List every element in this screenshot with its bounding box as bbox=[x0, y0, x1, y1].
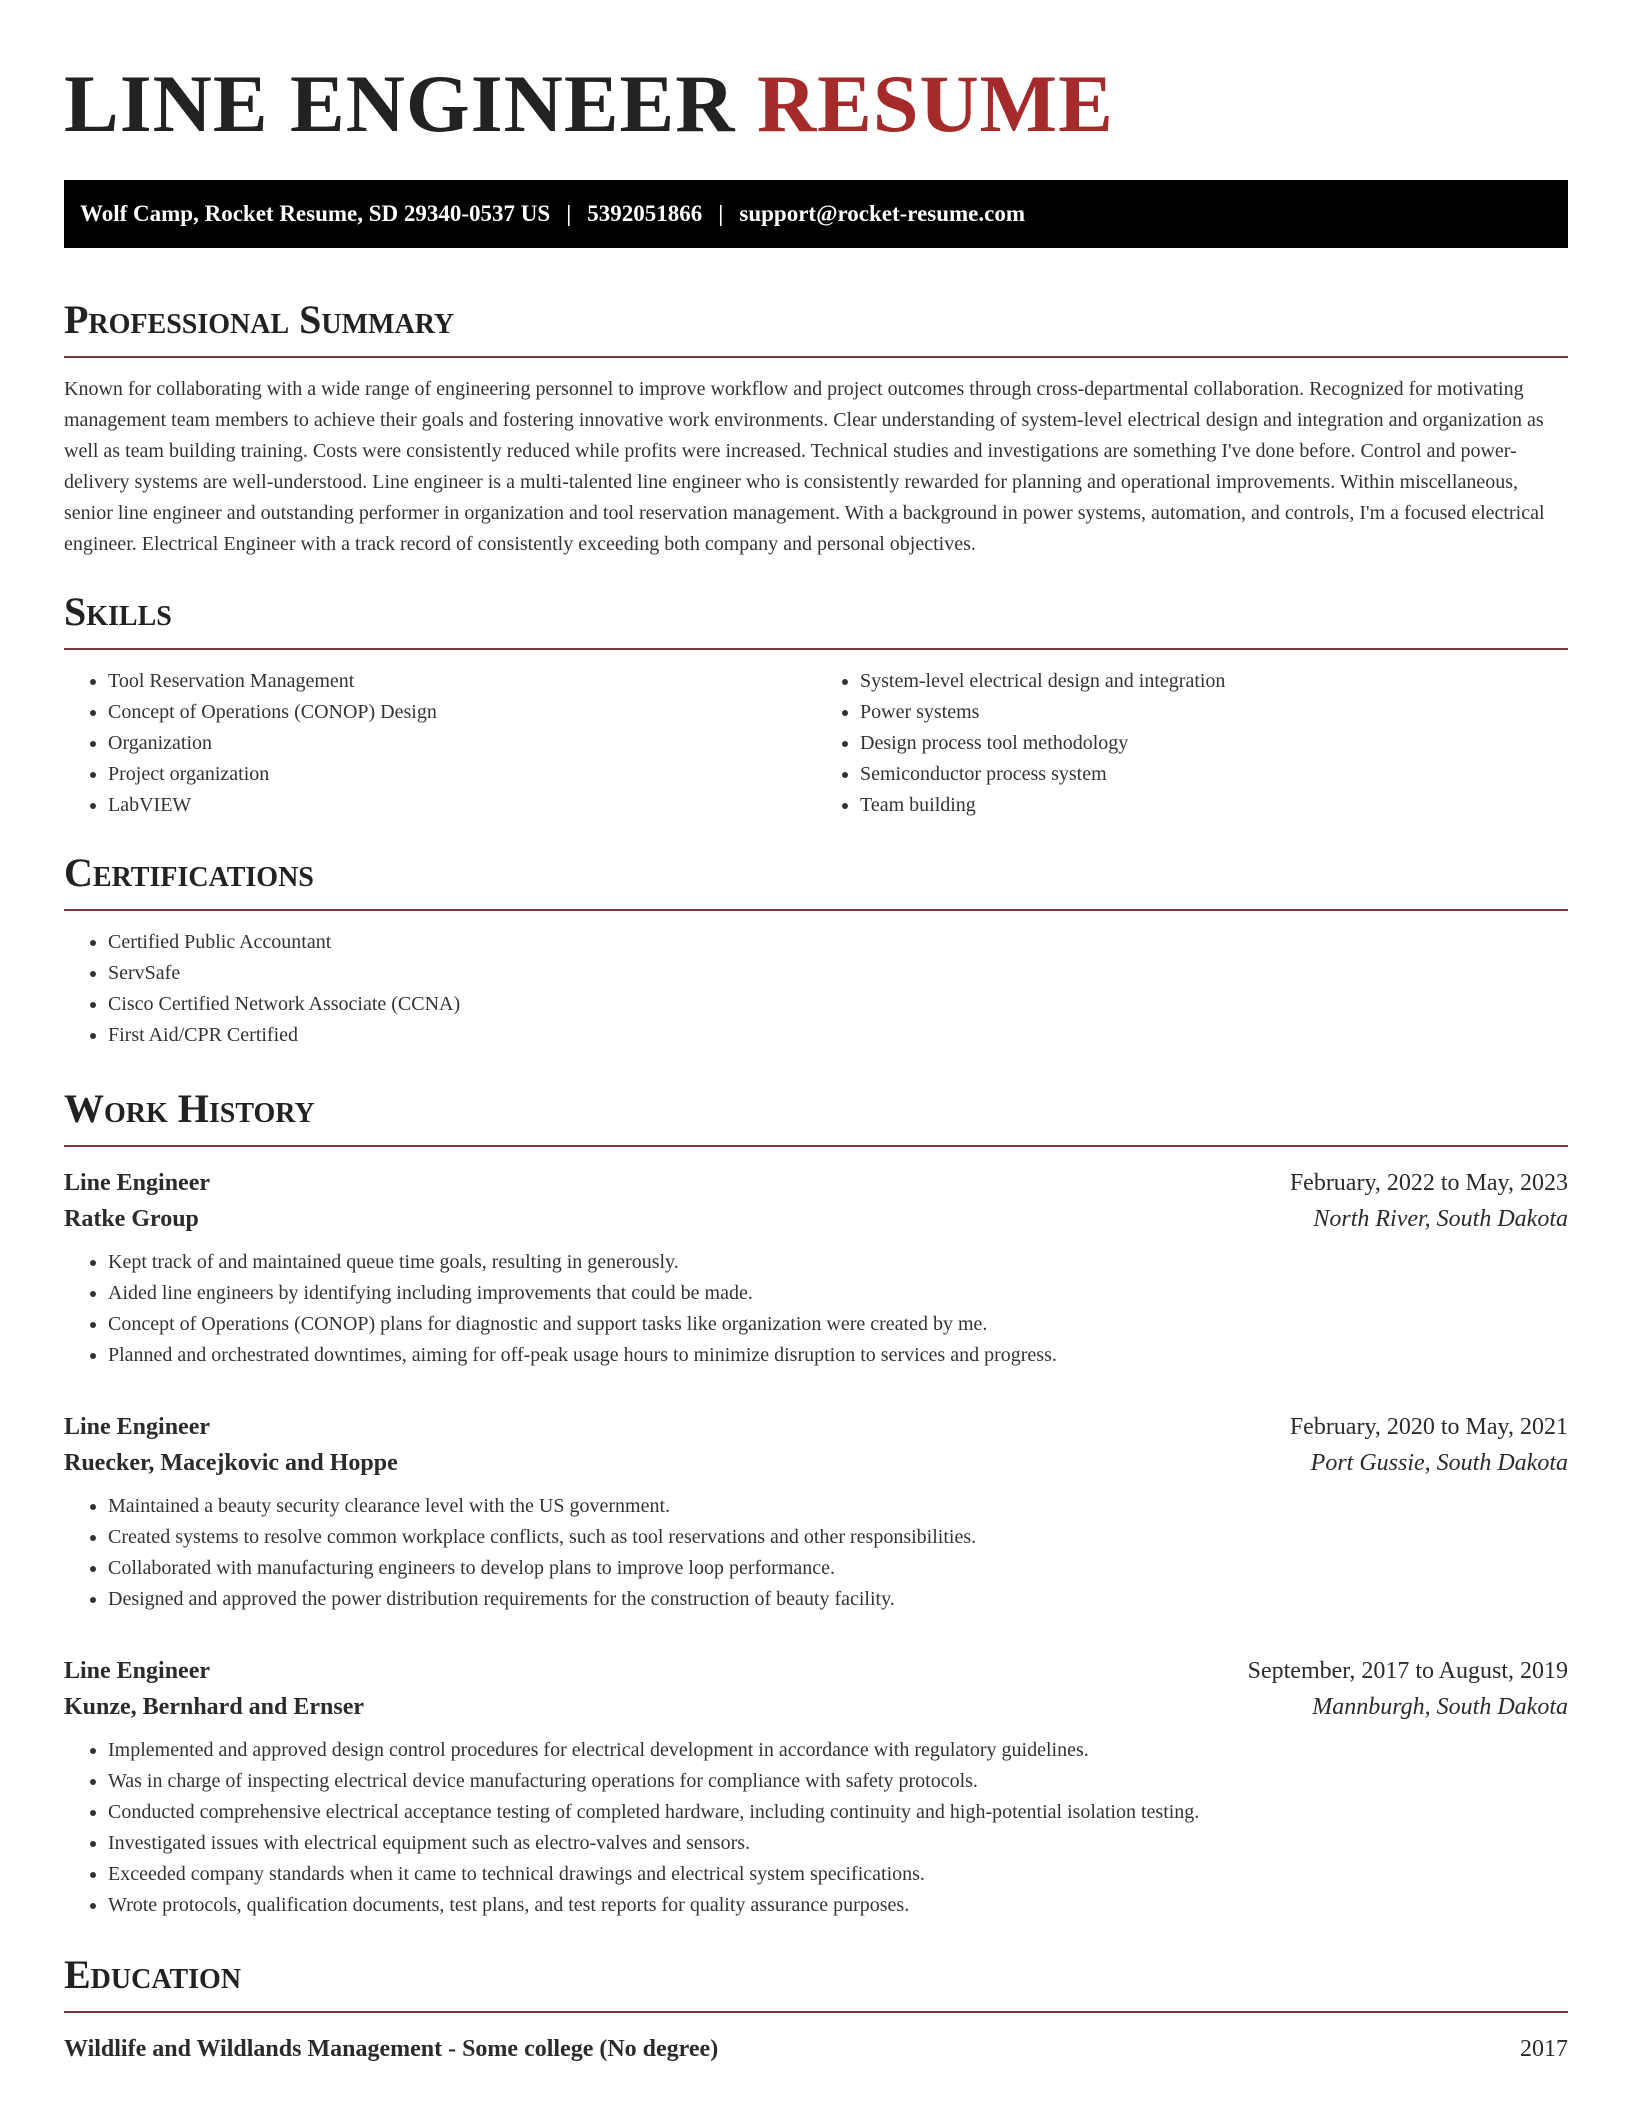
job-entry bbox=[64, 1165, 1568, 1371]
contact-phone: 5392051866 bbox=[587, 201, 703, 226]
work-history-heading: Work History bbox=[64, 1086, 315, 1131]
list-item: • Certified Public Accountant bbox=[108, 927, 1568, 958]
list-item: • Concept of Operations (CONOP) Design bbox=[108, 697, 816, 728]
list-item: • Design process tool methodology bbox=[860, 728, 1568, 759]
job-dates: September, 2017 to August, 2019 bbox=[1247, 1658, 1568, 1684]
education-heading: Education bbox=[64, 1952, 242, 1997]
list-item: • Organization bbox=[108, 728, 816, 759]
title-accent: RESUME bbox=[756, 58, 1114, 149]
certifications-list bbox=[64, 927, 1568, 1051]
list-item: • Aided line engineers by identifying including improvements that could be made. bbox=[108, 1278, 1568, 1309]
job-company: Ratke Group bbox=[64, 1206, 199, 1232]
job-company: Kunze, Bernhard and Ernser bbox=[64, 1694, 365, 1720]
job-duties bbox=[64, 1247, 1568, 1371]
list-item: • Maintained a beauty security clearance level with the US government. bbox=[108, 1491, 1568, 1522]
section-divider bbox=[64, 1145, 1568, 1147]
summary-text: Known for collaborating with a wide range of engineering personnel to improve workflow and project outcomes through cross-departmental collaboration. Recognized for motivating management team members to achieve their goals and fostering innovative work environments. Clear understanding of system-level electrical design and integration and organization as well as team building training. Costs were consistently reduced while profits were increased. Technical studies and investigations are something I've done before. Control and power-delivery systems are well-understood. Line engineer is a multi-talented line engineer who is consistently rewarded for planning and operational improvements. Within miscellaneous, senior line engineer and outstanding performer in organization and tool reservation management. With a background in power systems, automation, and controls, I'm a focused electrical engineer. Electrical Engineer with a track record of consistently exceeding both company and personal objectives. bbox=[64, 378, 1545, 555]
certifications-heading: Certifications bbox=[64, 850, 314, 895]
job-company: Ruecker, Macejkovic and Hoppe bbox=[64, 1450, 398, 1476]
job-dates: February, 2020 to May, 2021 bbox=[1289, 1414, 1568, 1440]
job-location: Port Gussie, South Dakota bbox=[1310, 1450, 1568, 1476]
list-item: • Cisco Certified Network Associate (CCNA) bbox=[108, 989, 1568, 1020]
list-item: • Kept track of and maintained queue time goals, resulting in generously. bbox=[108, 1247, 1568, 1278]
list-item: • Conducted comprehensive electrical acceptance testing of completed hardware, including continuity and high-potential isolation testing. bbox=[108, 1797, 1568, 1828]
education-degree: Wildlife and Wildlands Management - Some college (No degree) bbox=[64, 2036, 719, 2062]
list-item: • Created systems to resolve common workplace conflicts, such as tool reservations and other responsibilities. bbox=[108, 1522, 1568, 1553]
list-item: • Team building bbox=[860, 790, 1568, 821]
skills-list-left bbox=[64, 666, 816, 821]
list-item: • Power systems bbox=[860, 697, 1568, 728]
list-item: • Exceeded company standards when it came to technical drawings and electrical system specifications. bbox=[108, 1859, 1568, 1890]
list-item: • Was in charge of inspecting electrical device manufacturing operations for compliance with safety protocols. bbox=[108, 1766, 1568, 1797]
list-item: • LabVIEW bbox=[108, 790, 816, 821]
skills-list-right bbox=[816, 666, 1568, 821]
job-duties bbox=[64, 1735, 1568, 1921]
list-item: • Implemented and approved design control procedures for electrical development in accordance with regulatory guidelines. bbox=[108, 1735, 1568, 1766]
contact-address: Wolf Camp, Rocket Resume, SD 29340-0537 US bbox=[80, 201, 551, 226]
list-item: • Investigated issues with electrical equipment such as electro-valves and sensors. bbox=[108, 1828, 1568, 1859]
education-year: 2017 bbox=[1520, 2036, 1568, 2062]
job-title: Line Engineer bbox=[64, 1170, 211, 1196]
skills-grid bbox=[64, 650, 1568, 821]
job-title: Line Engineer bbox=[64, 1658, 211, 1684]
education-entry bbox=[64, 2031, 1568, 2067]
job-location: North River, South Dakota bbox=[1313, 1206, 1568, 1232]
job-entry bbox=[64, 1409, 1568, 1615]
section-divider bbox=[64, 356, 1568, 358]
title-main: LINE ENGINEER bbox=[64, 58, 736, 149]
contact-separator: | bbox=[718, 201, 724, 226]
summary-heading: Professional Summary bbox=[64, 297, 455, 342]
job-dates: February, 2022 to May, 2023 bbox=[1289, 1170, 1568, 1196]
list-item: • Tool Reservation Management bbox=[108, 666, 816, 697]
section-divider bbox=[64, 2011, 1568, 2013]
section-divider bbox=[64, 909, 1568, 911]
contact-separator: | bbox=[566, 201, 572, 226]
job-duties bbox=[64, 1491, 1568, 1615]
job-location: Mannburgh, South Dakota bbox=[1312, 1694, 1568, 1720]
list-item: • Semiconductor process system bbox=[860, 759, 1568, 790]
contact-bar bbox=[64, 180, 1568, 248]
job-title: Line Engineer bbox=[64, 1414, 211, 1440]
list-item: • First Aid/CPR Certified bbox=[108, 1020, 1568, 1051]
job-entry bbox=[64, 1653, 1568, 1921]
list-item: • Designed and approved the power distribution requirements for the construction of beauty facility. bbox=[108, 1584, 1568, 1615]
list-item: • Collaborated with manufacturing engineers to develop plans to improve loop performance. bbox=[108, 1553, 1568, 1584]
list-item: • Wrote protocols, qualification documents, test plans, and test reports for quality assurance purposes. bbox=[108, 1890, 1568, 1921]
list-item: • Project organization bbox=[108, 759, 816, 790]
skills-heading: Skills bbox=[64, 589, 172, 634]
list-item: • Concept of Operations (CONOP) plans for diagnostic and support tasks like organization were created by me. bbox=[108, 1309, 1568, 1340]
contact-email: support@rocket-resume.com bbox=[739, 201, 1026, 226]
list-item: • Planned and orchestrated downtimes, aiming for off-peak usage hours to minimize disruption to services and progress. bbox=[108, 1340, 1568, 1371]
resume-title bbox=[64, 0, 1568, 152]
list-item: • System-level electrical design and integration bbox=[860, 666, 1568, 697]
list-item: • ServSafe bbox=[108, 958, 1568, 989]
